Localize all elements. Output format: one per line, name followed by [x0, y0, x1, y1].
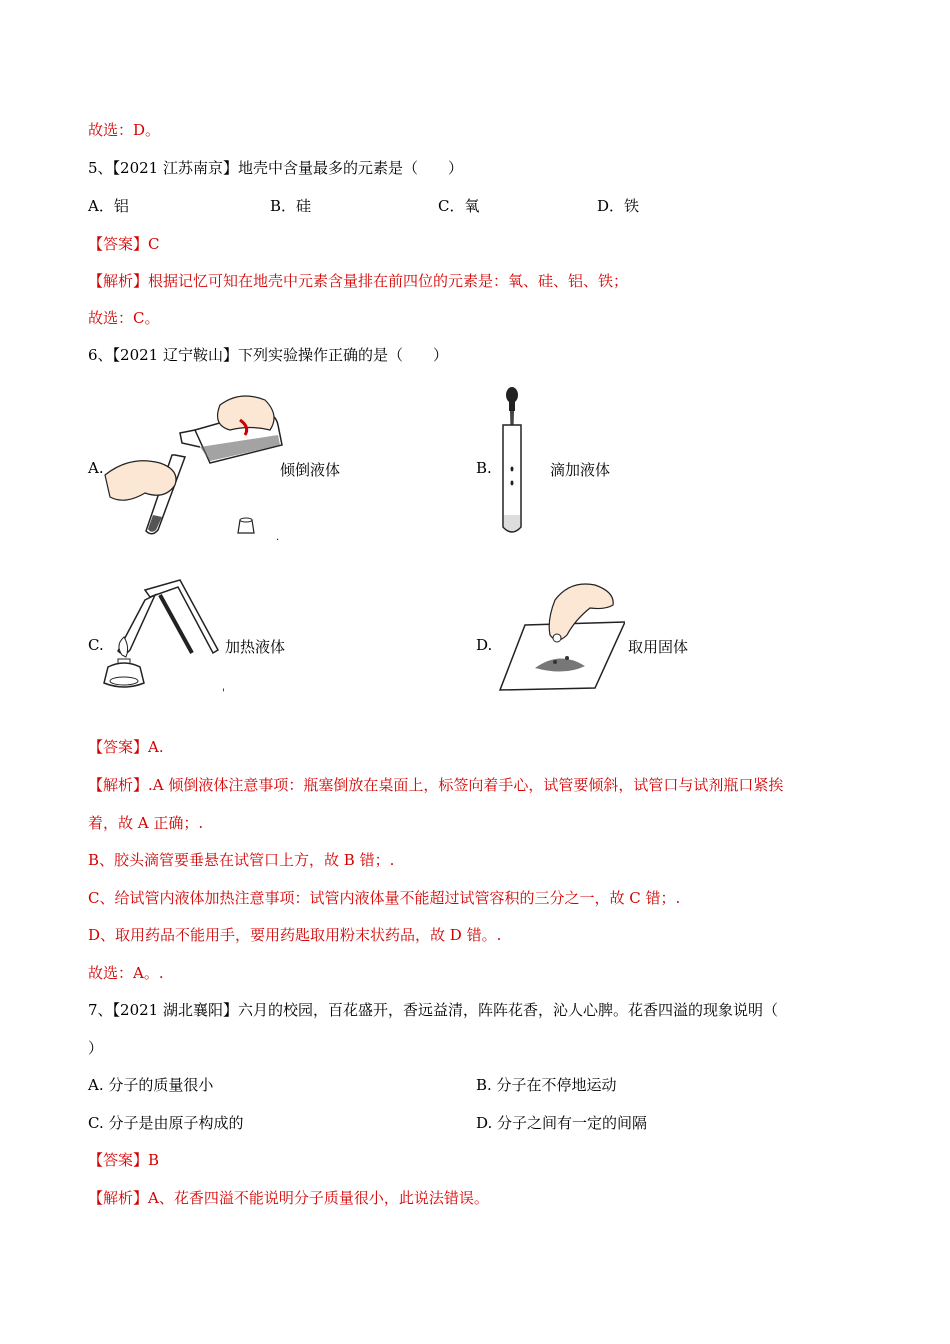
prev-conclusion: 故选：D。: [88, 121, 161, 139]
q6-stem: 6、【2021 辽宁鞍山】下列实验操作正确的是（ ）: [88, 346, 448, 364]
q6-analysis-line-1: 【解析】.A 倾倒液体注意事项：瓶塞倒放在桌面上，标签向着手心，试管要倾斜，试管口与试剂瓶口紧挨: [88, 776, 784, 794]
q6-analysis-line-4: C、给试管内液体加热注意事项：试管内液体量不能超过试管容积的三分之一，故 C 错；.: [88, 889, 681, 907]
q5-option-c: C．氧: [438, 197, 480, 215]
q6-analysis-line-5: D、取用药品不能用手，要用药匙取用粉末状药品，故 D 错。.: [88, 926, 502, 944]
q6-analysis-line-3: B、胶头滴管要垂悬在试管口上方，故 B 错；.: [88, 851, 395, 869]
q6-analysis-line-2: 着，故 A 正确；.: [88, 814, 204, 832]
stray-mark: .: [276, 532, 280, 543]
q7-option-c: C. 分子是由原子构成的: [88, 1114, 244, 1132]
q7-stem-line-1: 7、【2021 湖北襄阳】六月的校园，百花盛开，香远益清，阵阵花香，沁人心脾。花香四溢的现象说明（: [88, 1001, 778, 1019]
dropper-illustration: [495, 385, 535, 540]
q7-stem-line-2: ）: [88, 1039, 104, 1057]
q6-figure-a-letter: A.: [88, 459, 104, 477]
q6-figure-d-caption: 取用固体: [628, 638, 689, 656]
q5-option-d: D．铁: [597, 197, 640, 215]
q6-figure-a-caption: 倾倒液体: [280, 461, 341, 479]
q5-option-b: B．硅: [270, 197, 312, 215]
q7-option-b: B. 分子在不停地运动: [476, 1076, 617, 1094]
q5-stem: 5、【2021 江苏南京】地壳中含量最多的元素是（ ）: [88, 159, 463, 177]
q7-analysis: 【解析】A、花香四溢不能说明分子质量很小，此说法错误。: [88, 1189, 489, 1207]
q6-figure-c-letter: C.: [88, 636, 104, 654]
q6-figure-b-letter: B.: [476, 459, 492, 477]
pouring-liquid-illustration: [100, 385, 290, 545]
q5-analysis: 【解析】根据记忆可知在地壳中元素含量排在前四位的元素是：氧、硅、铝、铁；: [88, 272, 629, 290]
taking-solid-illustration: [495, 580, 625, 695]
q6-figure-b-caption: 滴加液体: [550, 461, 611, 479]
q6-figure-c-caption: 加热液体: [225, 638, 286, 656]
q6-conclusion: 故选：A。.: [88, 964, 164, 982]
q6-figure-d-letter: D.: [476, 636, 493, 654]
heating-liquid-illustration: [100, 575, 225, 695]
q5-conclusion: 故选：C。: [88, 309, 160, 327]
q7-option-a: A. 分子的质量很小: [88, 1076, 214, 1094]
q5-option-a: A．铝: [88, 197, 129, 215]
q7-option-d: D. 分子之间有一定的间隔: [476, 1114, 648, 1132]
stray-mark: ': [222, 688, 225, 699]
q5-answer: 【答案】C: [88, 235, 160, 253]
q7-answer: 【答案】B: [88, 1151, 160, 1169]
q6-answer: 【答案】A.: [88, 738, 164, 756]
